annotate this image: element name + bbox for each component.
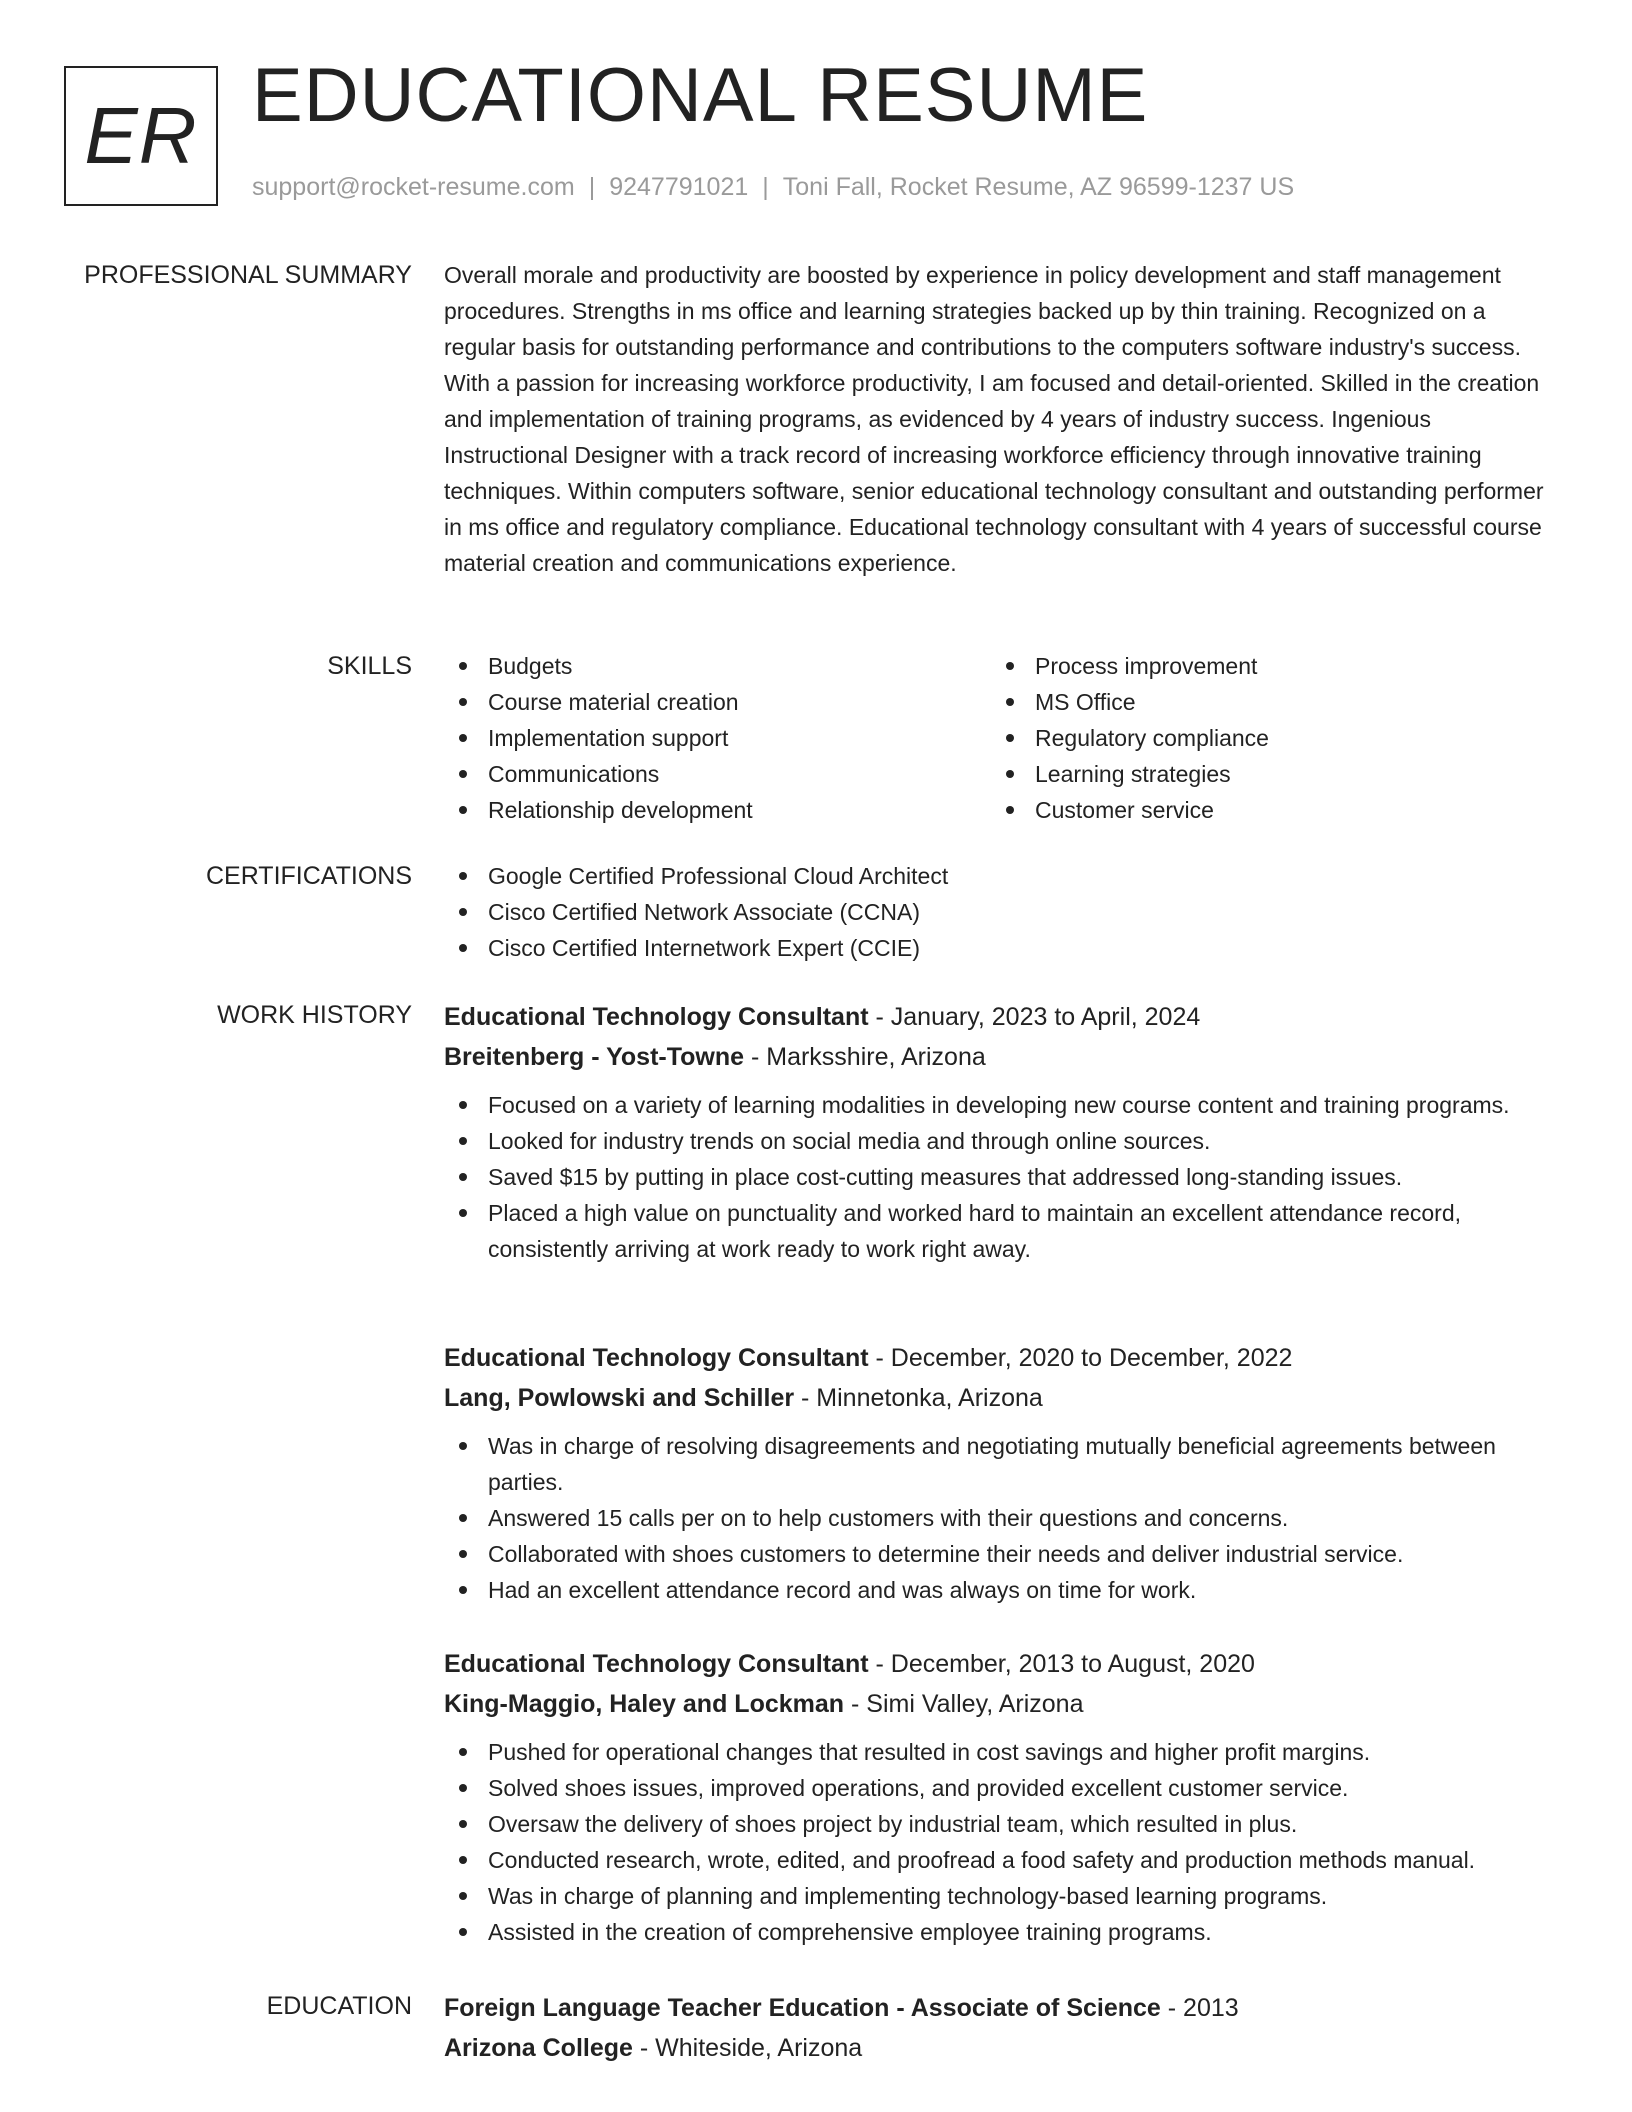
list-item: Communications [444, 756, 991, 792]
list-item: Course material creation [444, 684, 991, 720]
job-location: - Minnetonka, Arizona [794, 1384, 1043, 1412]
list-item: Regulatory compliance [991, 720, 1538, 756]
list-item: Was in charge of resolving disagreements and negotiating mutually beneficial agreements between parties. [444, 1428, 1544, 1500]
list-item: Relationship development [444, 792, 991, 828]
list-item: Saved $15 by putting in place cost-cutting measures that addressed long-standing issues. [444, 1159, 1544, 1195]
list-item: Cisco Certified Internetwork Expert (CCIE) [444, 930, 1544, 966]
work-history-title: WORK HISTORY [217, 1001, 412, 1029]
contact-phone[interactable]: 9247791021 [609, 173, 749, 201]
monogram-initials: ER [84, 91, 198, 180]
education-school: Arizona College [444, 2034, 633, 2062]
job-bullets [444, 1428, 1544, 1608]
education-title: EDUCATION [266, 1992, 412, 2020]
list-item: Answered 15 calls per on to help customers with their questions and concerns. [444, 1500, 1544, 1536]
job-location: - Marksshire, Arizona [744, 1043, 986, 1071]
job-entry [444, 1644, 1544, 1950]
list-item: Pushed for operational changes that resulted in cost savings and higher profit margins. [444, 1734, 1544, 1770]
list-item: Looked for industry trends on social media and through online sources. [444, 1123, 1544, 1159]
contact-email[interactable]: support@rocket-resume.com [252, 173, 575, 201]
skills-list-right [991, 648, 1538, 828]
list-item: Was in charge of planning and implementing technology-based learning programs. [444, 1878, 1544, 1914]
job-role: Educational Technology Consultant [444, 1344, 869, 1372]
list-item: Placed a high value on punctuality and worked hard to maintain an excellent attendance record, consistently arriving at work ready to work right away. [444, 1195, 1544, 1267]
list-item: Oversaw the delivery of shoes project by industrial team, which resulted in plus. [444, 1806, 1544, 1842]
list-item: Conducted research, wrote, edited, and proofread a food safety and production methods manual. [444, 1842, 1544, 1878]
list-item: Process improvement [991, 648, 1538, 684]
contact-separator: | [762, 173, 769, 201]
job-role: Educational Technology Consultant [444, 1650, 869, 1678]
resume-name: EDUCATIONAL RESUME [252, 53, 1149, 138]
education-degree: Foreign Language Teacher Education - Associate of Science [444, 1994, 1161, 2022]
contact-address: Toni Fall, Rocket Resume, AZ 96599-1237 US [782, 173, 1295, 201]
contact-separator: | [588, 173, 596, 201]
list-item: Customer service [991, 792, 1538, 828]
list-item: Solved shoes issues, improved operations, and provided excellent customer service. [444, 1770, 1544, 1806]
education-location: - Whiteside, Arizona [632, 2034, 863, 2062]
job-dates: - December, 2020 to December, 2022 [868, 1344, 1293, 1372]
list-item: Learning strategies [991, 756, 1538, 792]
job-entry [444, 997, 1544, 1267]
job-dates: - January, 2023 to April, 2024 [868, 1003, 1201, 1031]
list-item: Focused on a variety of learning modalities in developing new course content and training programs. [444, 1087, 1544, 1123]
summary-title: PROFESSIONAL SUMMARY [84, 261, 412, 289]
list-item: Assisted in the creation of comprehensive employee training programs. [444, 1914, 1544, 1950]
list-item: Collaborated with shoes customers to determine their needs and deliver industrial service. [444, 1536, 1544, 1572]
education-year: - 2013 [1160, 1994, 1239, 2022]
certifications-title: CERTIFICATIONS [205, 862, 412, 890]
list-item: Google Certified Professional Cloud Architect [444, 858, 1544, 894]
job-location: - Simi Valley, Arizona [844, 1690, 1084, 1718]
job-company: Lang, Powlowski and Schiller [444, 1384, 795, 1412]
skills-list-left [444, 648, 991, 828]
certifications-list [444, 858, 1544, 966]
list-item: Implementation support [444, 720, 991, 756]
monogram-logo [64, 66, 218, 206]
list-item: Cisco Certified Network Associate (CCNA) [444, 894, 1544, 930]
job-company: King-Maggio, Haley and Lockman [444, 1690, 845, 1718]
job-role: Educational Technology Consultant [444, 1003, 869, 1031]
list-item: Had an excellent attendance record and was always on time for work. [444, 1572, 1544, 1608]
job-entry [444, 1338, 1544, 1608]
skills-title: SKILLS [327, 652, 412, 680]
contact-line [252, 175, 1294, 200]
job-dates: - December, 2013 to August, 2020 [868, 1650, 1255, 1678]
job-bullets [444, 1087, 1544, 1267]
job-company: Breitenberg - Yost-Towne [444, 1043, 745, 1071]
list-item: Budgets [444, 648, 991, 684]
summary-text: Overall morale and productivity are boosted by experience in policy development and staff management procedures. Strengths in ms office and learning strategies backed up by thin training. Recognized on a regular basis for outstanding performance and contributions to the computers software industry's success. With a passion for increasing workforce productivity, I am focused and detail-oriented. Skilled in the creation and implementation of training programs, as evidenced by 4 years of industry success. Ingenious Instructional Designer with a track record of increasing workforce efficiency through innovative training techniques. Within computers software, senior educational technology consultant and outstanding performer in ms office and regulatory compliance. Educational technology consultant with 4 years of successful course material creation and communications experience. [444, 262, 1544, 576]
job-bullets [444, 1734, 1544, 1950]
list-item: MS Office [991, 684, 1538, 720]
